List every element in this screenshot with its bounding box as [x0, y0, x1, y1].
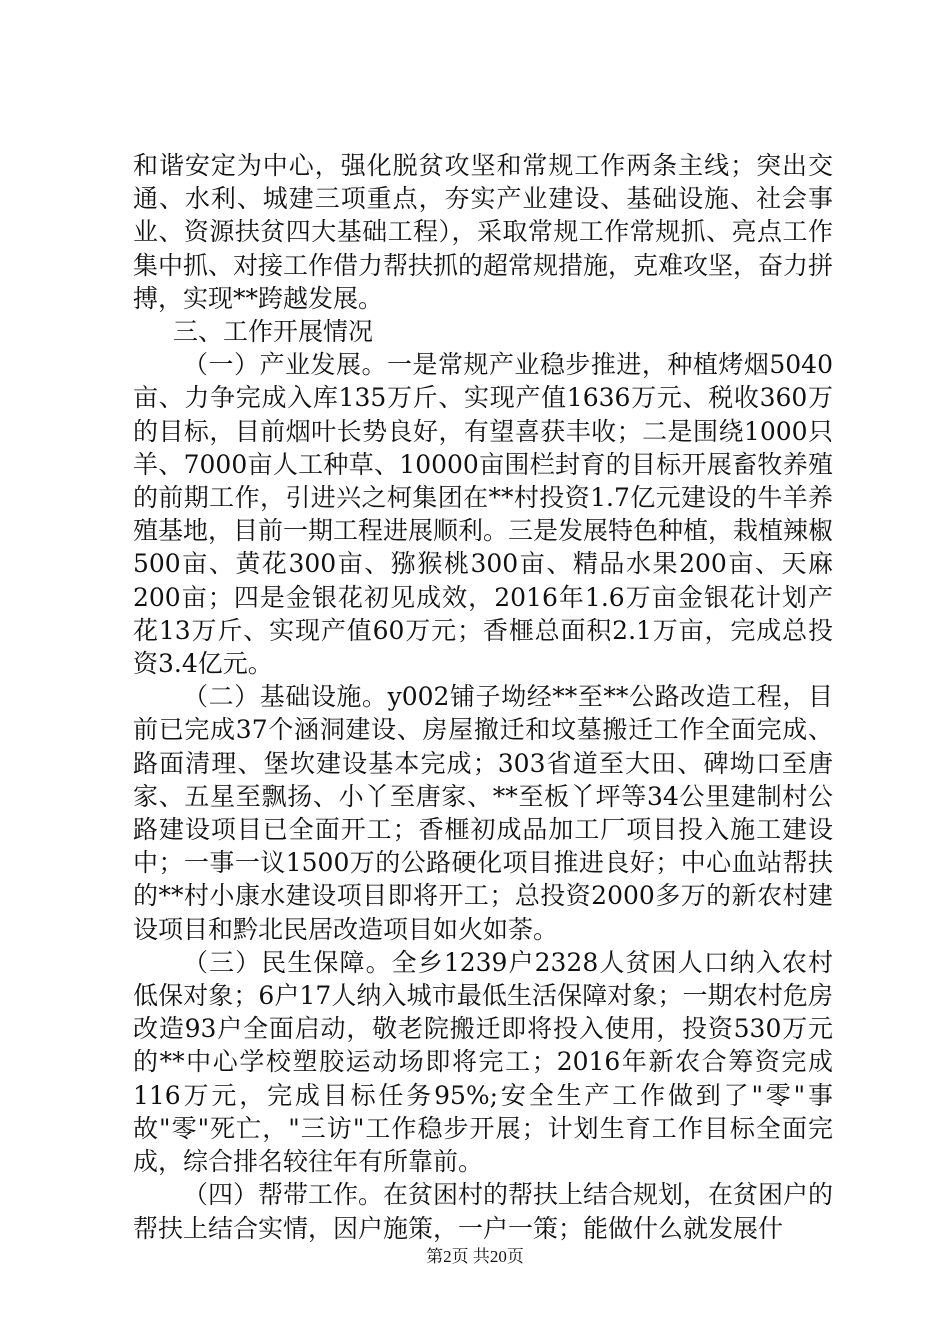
page-number: 第2页 共20页 — [426, 1247, 524, 1266]
paragraph-assistance: （四）帮带工作。在贫困村的帮扶上结合规划，在贫困户的帮扶上结合实情，因户施策，一户一策；能做什么就发展什 — [133, 1180, 834, 1243]
section-heading: 三、工作开展情况 — [173, 317, 374, 347]
paragraph-infrastructure: （二）基础设施。y002铺子坳经**至**公路改造工程，目前已完成37个涵洞建设、房屋撤迁和坟墓搬迁工作全面完成、路面清理、堡坎建设基本完成；303省道至大田、碑坳口至唐家、五星至飘扬、小丫至唐家、**至板丫坪等34公里建制村公路建设项目已全面开工；香榧初成品加工厂项目投入施工建设中；一事一议1500万的公路硬化项目推进良好；中心血站帮扶的**村小康水建设项目即将开工；总投资2000多万的新农村建设项目和黔北民居改造项目如火如荼。 — [133, 682, 833, 944]
paragraph-industry: （一）产业发展。一是常规产业稳步推进，种植烤烟5040亩、力争完成入库135万斤、实现产值1636万元、税收360万的目标，目前烟叶长势良好，有望喜获丰收；二是围绕1000只羊、7000亩人工种草、10000亩围栏封育的目标开展畜牧养殖的前期工作，引进兴之柯集团在**村投资1.7亿元建设的牛羊养殖基地，目前一期工程进展顺利。三是发展特色种植，栽植辣椒500亩、黄花300亩、猕猴桃300亩、精品水果200亩、天麻200亩；四是金银花初见成效，2016年1.6万亩金银花计划产花13万斤、实现产值60万元；香榧总面积2.1万亩，完成总投资3.4亿元。 — [133, 350, 834, 679]
paragraph-livelihood: （三）民生保障。全乡1239户2328人贫困人口纳入农村低保对象；6户17人纳入城市最低生活保障对象；一期农村危房改造93户全面启动，敬老院搬迁即将投入使用，投资530万元的**中心学校塑胶运动场即将完工；2016年新农合筹资完成116万元，完成目标任务95%;安全生产工作做到了"零"事故"零"死亡，"三访"工作稳步开展；计划生育工作目标全面完成，综合排名较往年有所靠前。 — [133, 947, 833, 1177]
paragraph-continuation: 和谐安定为中心，强化脱贫攻坚和常规工作两条主线；突出交通、水利、城建三项重点，夯实产业建设、基础设施、社会事业、资源扶贫四大基础工程），采取常规工作常规抓、亮点工作集中抓、对接工作借力帮扶抓的超常规措施，克难攻坚，奋力拼搏，实现**跨越发展。 — [133, 151, 834, 313]
document-body — [133, 149, 833, 1245]
